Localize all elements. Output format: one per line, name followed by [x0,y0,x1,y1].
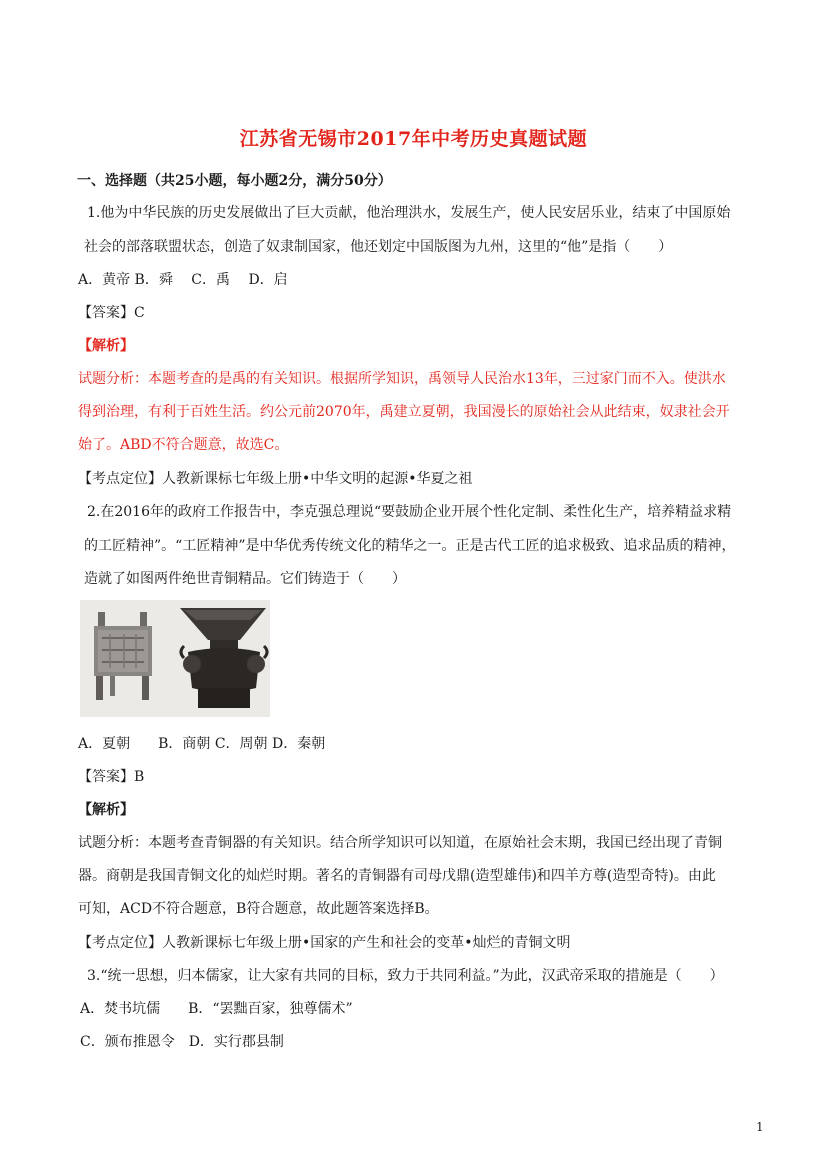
q1-stem-line2: 社会的部落联盟状态，创造了奴隶制国家，他还划定中国版图为九州，这里的“他”是指（ ） [84,239,673,255]
q1-kaodian: 【考点定位】人教新课标七年级上册•中华文明的起源•华夏之祖 [78,471,473,487]
q1-analysis-line1: 试题分析：本题考查的是禹的有关知识。根据所学知识，禹领导人民治水13年，三过家门而不入。使洪水 [78,371,726,387]
bronze-vessels-illustration [80,600,270,717]
q2-kaodian: 【考点定位】人教新课标七年级上册•国家的产生和社会的变革•灿烂的青铜文明 [78,935,571,951]
q3-options-cd: C．颁布推恩令 D．实行郡县制 [80,1034,284,1050]
q1-analysis-line2: 得到治理，有利于百姓生活。约公元前2070年，禹建立夏朝，我国漫长的原始社会从此结束，奴隶社会开 [78,404,730,420]
q2-analysis-line2: 器。商朝是我国青铜文化的灿烂时期。著名的青铜器有司母戊鼎(造型雄伟)和四羊方尊(造型奇特)。由此 [78,868,716,884]
q1-analysis-label: 【解析】 [78,338,134,354]
q2-analysis-line1: 试题分析：本题考查青铜器的有关知识。结合所学知识可以知道，在原始社会末期，我国已经出现了青铜 [78,835,722,851]
q2-stem-line2: 的工匠精神”。“工匠精神”是中华优秀传统文化的精华之一。正是古代工匠的追求极致、追求品质的精神， [84,538,736,554]
q2-answer: 【答案】B [78,769,145,785]
q2-analysis-label: 【解析】 [78,802,134,818]
q2-analysis-line3: 可知，ACD不符合题意，B符合题意，故此题答案选择B。 [78,901,439,917]
q3-options-ab: A．焚书坑儒 B．“罢黜百家，独尊儒术” [80,1001,353,1017]
q1-options: A．黄帝 B．舜 C．禹 D．启 [78,272,288,288]
q2-stem-line3: 造就了如图两件绝世青铜精品。它们铸造于（ ） [84,571,406,587]
q1-analysis-line3: 始了。ABD不符合题意，故选C。 [78,437,289,453]
page-title: 江苏省无锡市2017年中考历史真题试题 [239,128,588,150]
page-number: 1 [756,1120,764,1134]
section-heading: 一、选择题（共25小题，每小题2分，满分50分） [77,173,392,189]
bronze-vessels-image [80,600,270,717]
q1-answer: 【答案】C [78,305,145,321]
q2-stem-line1: 2.在2016年的政府工作报告中，李克强总理说“要鼓励企业开展个性化定制、柔性化生产，培养精益求精 [87,504,732,520]
q3-stem: 3.“统一思想，归本儒家，让大家有共同的目标，致力于共同利益。”为此，汉武帝采取的措施是（ ） [87,968,724,984]
q1-stem-line1: 1.他为中华民族的历史发展做出了巨大贡献，他治理洪水，发展生产，使人民安居乐业，结束了中国原始 [87,205,731,221]
q2-options: A．夏朝 B．商朝 C．周朝 D．秦朝 [78,736,326,752]
